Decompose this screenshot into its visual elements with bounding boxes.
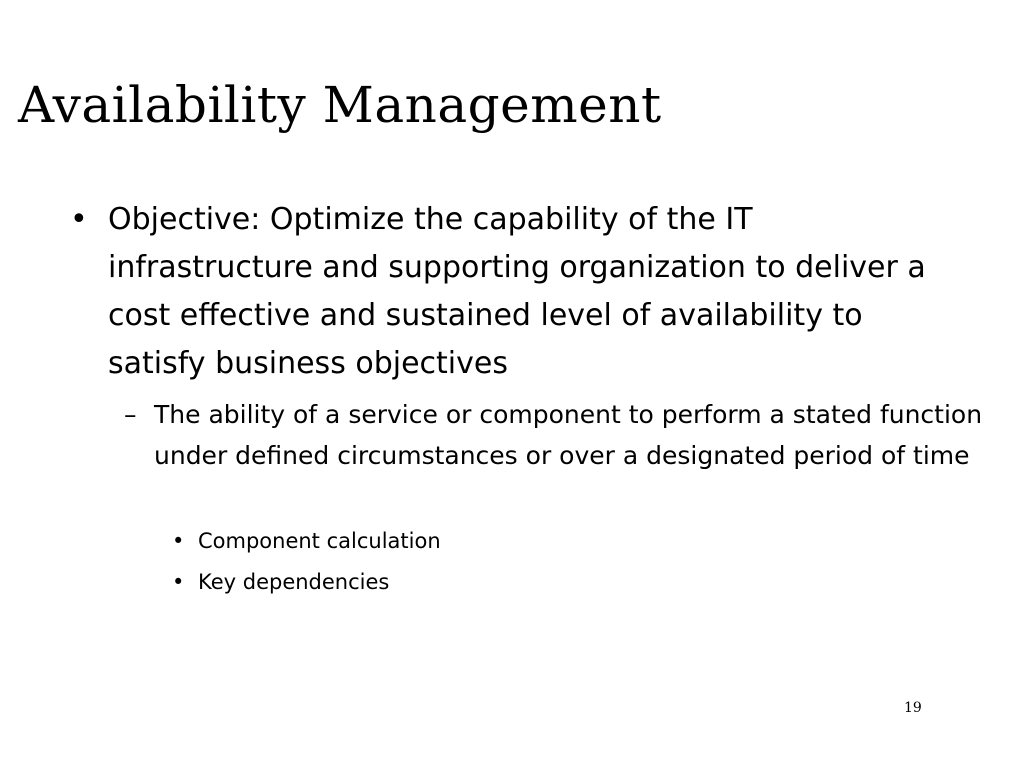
slide-title: Availability Management: [18, 76, 662, 134]
sub-sub-bullet-marker: •: [172, 529, 185, 553]
sub-sub-bullet-marker: •: [172, 570, 185, 594]
objective-bullet: Objective: Optimize the capability of the IT infrastructure and supporting organization to deliver a cost effective and sustained level of availability to satisfy business objectives: [108, 202, 926, 381]
key-dependencies-item: Key dependencies: [198, 570, 390, 594]
availability-definition-bullet: The ability of a service or component to perform a stated function under defined circumstances or over a designated period of time: [154, 400, 983, 470]
sub-bullet-dash: –: [124, 400, 137, 429]
slide-number: 19: [904, 700, 922, 716]
bullet-marker: •: [70, 202, 88, 237]
component-calculation-item: Component calculation: [198, 529, 441, 553]
